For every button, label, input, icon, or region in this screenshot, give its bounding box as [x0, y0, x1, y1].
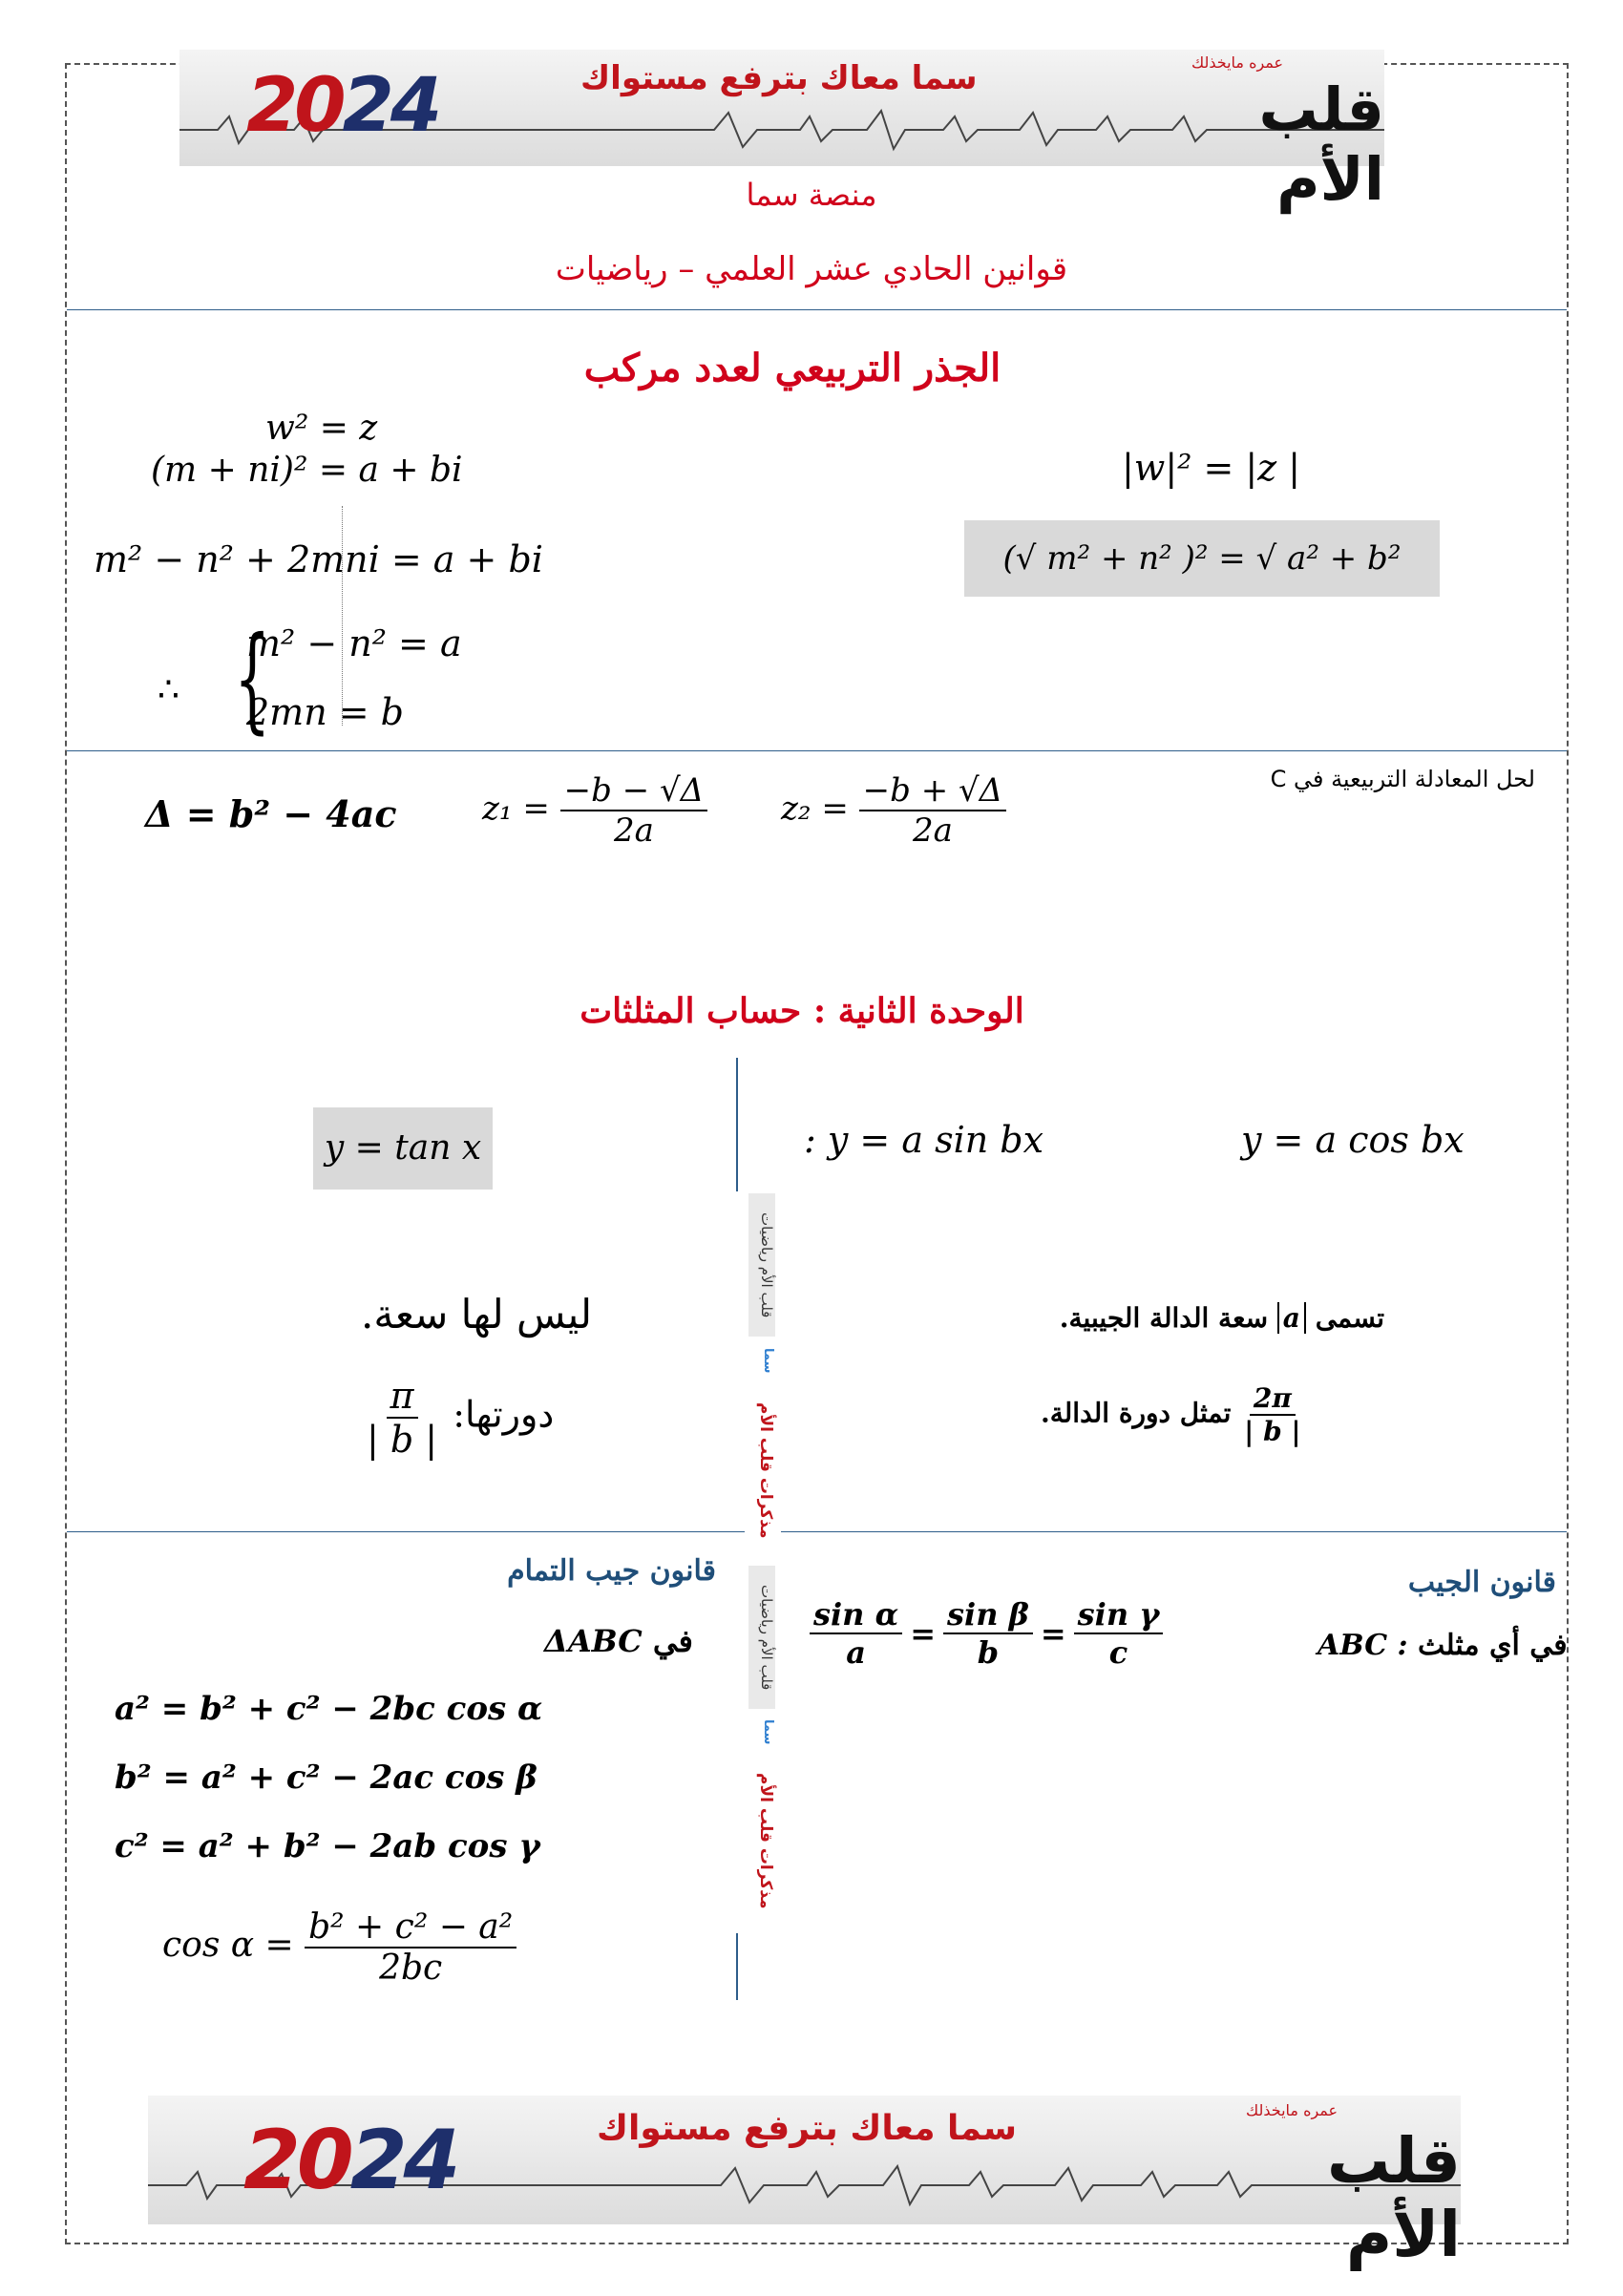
cos-alpha-formula	[162, 1907, 516, 1988]
sin-period-num: 2π	[1250, 1382, 1296, 1416]
banner-slogan: سما معاك بترفع مستواك	[597, 2109, 1018, 2148]
cos-law-eq1: a² = b² + c² − 2bc cos α	[115, 1690, 543, 1728]
eq-discriminant: Δ = b² − 4ac	[145, 792, 397, 835]
sin-frac-a-den: a	[846, 1634, 866, 1671]
eq-cos: y = a cos bx	[1241, 1119, 1465, 1161]
sin-amp-pre: تسمى	[1315, 1302, 1384, 1334]
z1-denominator: 2a	[613, 811, 654, 850]
cos-alpha-lhs: cos α =	[162, 1926, 294, 1965]
eq-z1	[482, 771, 707, 850]
eq-modulus: |w|² = |z |	[1122, 447, 1301, 489]
z1-lhs: z₁ =	[482, 790, 550, 828]
watermark-sama-2: سما	[761, 1718, 775, 1745]
sin-frac-b-num: sin β	[943, 1596, 1033, 1634]
sin-period	[1041, 1382, 1305, 1447]
sin-law-in: في أي مثلث	[1418, 1629, 1568, 1662]
sin-frac-a-num: sin α	[810, 1596, 902, 1634]
equals-sign: =	[910, 1615, 937, 1652]
cos-law-triangle: ΔABC	[544, 1623, 643, 1659]
cos-alpha-num: b² + c² − a²	[305, 1907, 516, 1948]
sin-frac-c-den: c	[1108, 1634, 1128, 1671]
eq-w-squared: w² = z	[265, 409, 378, 448]
quadratic-label: لحل المعادلة التربيعية في C	[1270, 766, 1535, 792]
sin-amp-a: a	[1277, 1302, 1306, 1334]
dotted-guide	[342, 506, 343, 726]
eq-expanded: m² − n² + 2mni = a + bi	[94, 538, 543, 580]
equals-sign: =	[1040, 1615, 1066, 1652]
tan-period-label: دورتها:	[453, 1393, 555, 1436]
tan-period	[363, 1375, 554, 1461]
eq-modulus-expanded: (√ m² + n² )² = √ a² + b²	[964, 520, 1440, 597]
eq-z2	[781, 771, 1006, 850]
divider	[67, 309, 1567, 310]
cos-law-context	[544, 1623, 693, 1659]
column-divider	[736, 1058, 738, 1191]
watermark-brand-1: مذكرات قلب الأم	[756, 1401, 775, 1539]
sin-amp-post: سعة الدالة الجيبية.	[1059, 1302, 1269, 1334]
eq-imag-part: 2mn = b	[246, 691, 405, 733]
sine-law-formula	[810, 1596, 1163, 1671]
tan-no-amplitude: ليس لها سعة.	[361, 1291, 592, 1338]
sin-period-text: تمثل دورة الدالة.	[1041, 1397, 1232, 1429]
cos-law-title: قانون جيب التمام	[507, 1554, 716, 1588]
cos-law-in: في	[652, 1623, 693, 1659]
banner-tagline: عمره مايخذلك	[1246, 2101, 1338, 2119]
sin-frac-b	[943, 1596, 1033, 1671]
eq-m-ni-squared: (m + ni)² = a + bi	[151, 451, 463, 490]
divider	[67, 750, 1567, 751]
cos-law-eq2: b² = a² + c² − 2ac cos β	[115, 1759, 537, 1797]
section1-title: الجذر التربيعي لعدد مركب	[583, 346, 1001, 390]
banner-brand: قلب الأم	[1326, 2124, 1461, 2271]
eq-sin: : y = a sin bx	[804, 1119, 1044, 1161]
sin-law-context	[1317, 1629, 1568, 1662]
z2-numerator: −b + √Δ	[859, 771, 1007, 811]
tan-period-num: π	[387, 1375, 418, 1419]
banner-year: 2024	[243, 2113, 457, 2208]
therefore-symbol: ∴	[158, 670, 179, 709]
sin-frac-a	[810, 1596, 902, 1671]
watermark-brand-2: مذكرات قلب الأم	[756, 1772, 775, 1909]
z2-fraction	[859, 771, 1007, 850]
banner-brand: قلب الأم	[1258, 74, 1384, 214]
z2-lhs: z₂ =	[781, 790, 849, 828]
z2-denominator: 2a	[912, 811, 953, 850]
sin-law-title: قانون الجيب	[1407, 1566, 1556, 1599]
bottom-banner	[148, 2096, 1461, 2271]
divider	[781, 1531, 1567, 1532]
system-brace: {	[234, 613, 271, 746]
watermark-strip-2: قلب الأم رياضيات	[748, 1566, 775, 1709]
sin-frac-c	[1074, 1596, 1164, 1671]
eq-tan: y = tan x	[313, 1107, 493, 1190]
column-divider	[736, 1933, 738, 2000]
sin-period-den: | b |	[1244, 1416, 1301, 1447]
divider	[67, 1531, 745, 1532]
sin-law-triangle: ABC :	[1317, 1629, 1408, 1662]
unit2-title: الوحدة الثانية : حساب المثلثات	[580, 991, 1024, 1031]
sin-amplitude-note	[983, 1302, 1384, 1334]
z1-fraction	[560, 771, 708, 850]
page-subtitle: قوانين الحادي عشر العلمي – رياضيات	[555, 250, 1068, 288]
cos-law-eq3: c² = a² + b² − 2ab cos γ	[115, 1827, 540, 1865]
banner-slogan: سما معاك بترفع مستواك	[580, 59, 978, 97]
eq-real-part: m² − n² = a	[246, 622, 462, 664]
banner-year: 2024	[246, 63, 439, 149]
tan-period-den: | b |	[367, 1419, 438, 1461]
watermark-strip-1: قلب الأم رياضيات	[748, 1193, 775, 1337]
watermark-sama-1: سما	[761, 1347, 775, 1374]
platform-name: منصة سما	[746, 177, 877, 213]
cos-alpha-fraction	[305, 1907, 516, 1988]
tan-period-fraction	[363, 1375, 441, 1461]
cos-alpha-den: 2bc	[379, 1948, 443, 1988]
banner-tagline: عمره مايخذلك	[1191, 53, 1284, 72]
sin-frac-b-den: b	[977, 1634, 1000, 1671]
z1-numerator: −b − √Δ	[560, 771, 708, 811]
sin-period-fraction	[1240, 1382, 1304, 1447]
sin-frac-c-num: sin γ	[1074, 1596, 1164, 1634]
